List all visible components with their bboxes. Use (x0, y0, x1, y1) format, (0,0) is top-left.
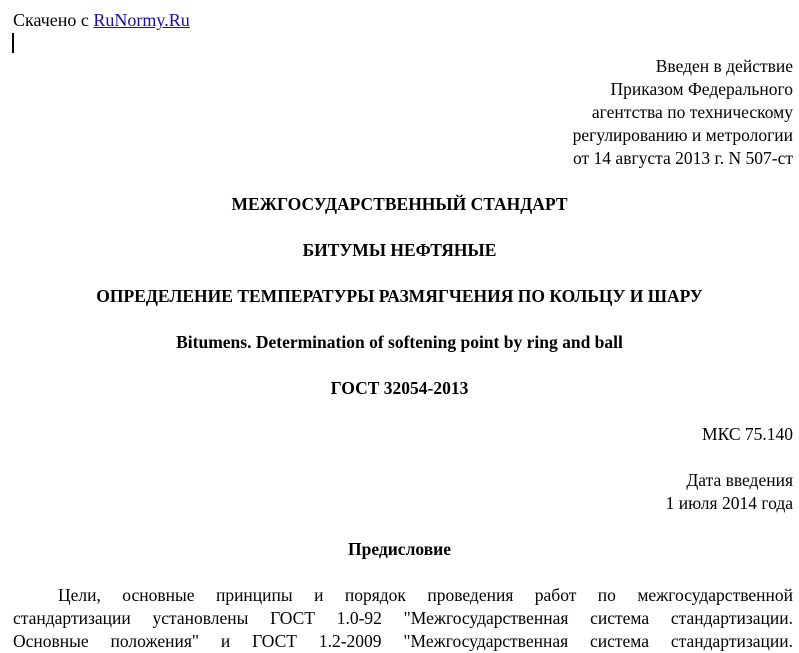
approval-line: регулированию и метрологии (572, 125, 793, 145)
paragraph-line: Основные положения" и ГОСТ 1.2-2009 "Межгосударственная система стандартизации. (13, 631, 793, 651)
paragraph-line: стандартизации установлены ГОСТ 1.0-92 "Межгосударственная система стандартизации. (13, 608, 793, 628)
bitumen-heading: БИТУМЫ НЕФТЯНЫЕ (302, 240, 497, 260)
source-link[interactable]: RuNormy.Ru (93, 10, 190, 30)
preface-title: Предисловие (347, 539, 452, 559)
method-heading: ОПРЕДЕЛЕНИЕ ТЕМПЕРАТУРЫ РАЗМЯГЧЕНИЯ ПО КОЛЬЦУ И ШАРУ (96, 286, 703, 306)
approval-line: агентства по техническому (591, 102, 793, 122)
introduction-date-block (666, 469, 793, 515)
mks-code: МКС 75.140 (702, 424, 793, 444)
introduction-date: 1 июля 2014 года (665, 493, 793, 513)
source-line (13, 9, 190, 31)
paragraph-line: Цели, основные принципы и порядок проведения работ по межгосударственной (58, 585, 793, 605)
english-title: Bitumens. Determination of softening point by ring and ball (176, 332, 623, 352)
approval-block (573, 55, 793, 170)
preface-paragraph (13, 584, 793, 653)
introduction-label: Дата введения (686, 470, 793, 490)
text-cursor (12, 33, 14, 53)
approval-line: Приказом Федерального (610, 79, 793, 99)
interstate-standard-heading: МЕЖГОСУДАРСТВЕННЫЙ СТАНДАРТ (231, 194, 568, 214)
gost-number: ГОСТ 32054-2013 (330, 378, 469, 398)
approval-line: Введен в действие (655, 56, 793, 76)
source-prefix: Скачено с (13, 10, 89, 30)
approval-line: от 14 августа 2013 г. N 507-ст (573, 148, 793, 168)
